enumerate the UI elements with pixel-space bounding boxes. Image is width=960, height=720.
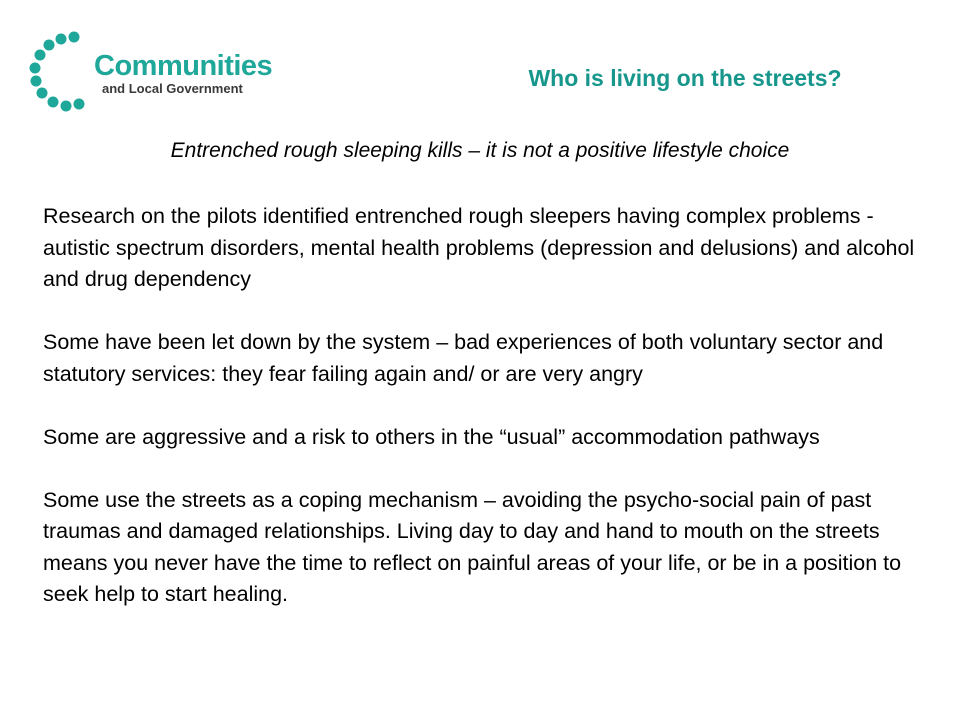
paragraph-aggressive: Some are aggressive and a risk to others in the “usual” accommodation pathways xyxy=(43,424,820,449)
logo xyxy=(28,30,278,112)
paragraph-research: Research on the pilots identified entrenched rough sleepers having complex problems - autistic spectrum disorders, mental health problems (depression and delusions) and alcohol and drug dependency xyxy=(43,204,915,291)
paragraph-coping: Some use the streets as a coping mechanism – avoiding the psycho-social pain of past traumas and damaged relationships. Living day to day and hand to mouth on the streets means you never have the time to reflect on painful areas of your life, or be in a position to seek help to start healing. xyxy=(43,487,902,606)
slide-title: Who is living on the streets? xyxy=(528,65,842,91)
slide-body xyxy=(43,201,923,611)
slide-subtitle: Entrenched rough sleeping kills – it is not a positive lifestyle choice xyxy=(170,139,790,162)
logo-name: Communities xyxy=(94,50,273,82)
logo-dots-icon xyxy=(28,30,92,112)
paragraph-let-down: Some have been let down by the system – bad experiences of both voluntary sector and statutory services: they fear failing again and/ or are very angry xyxy=(43,330,884,386)
logo-subtitle: and Local Government xyxy=(102,81,243,96)
